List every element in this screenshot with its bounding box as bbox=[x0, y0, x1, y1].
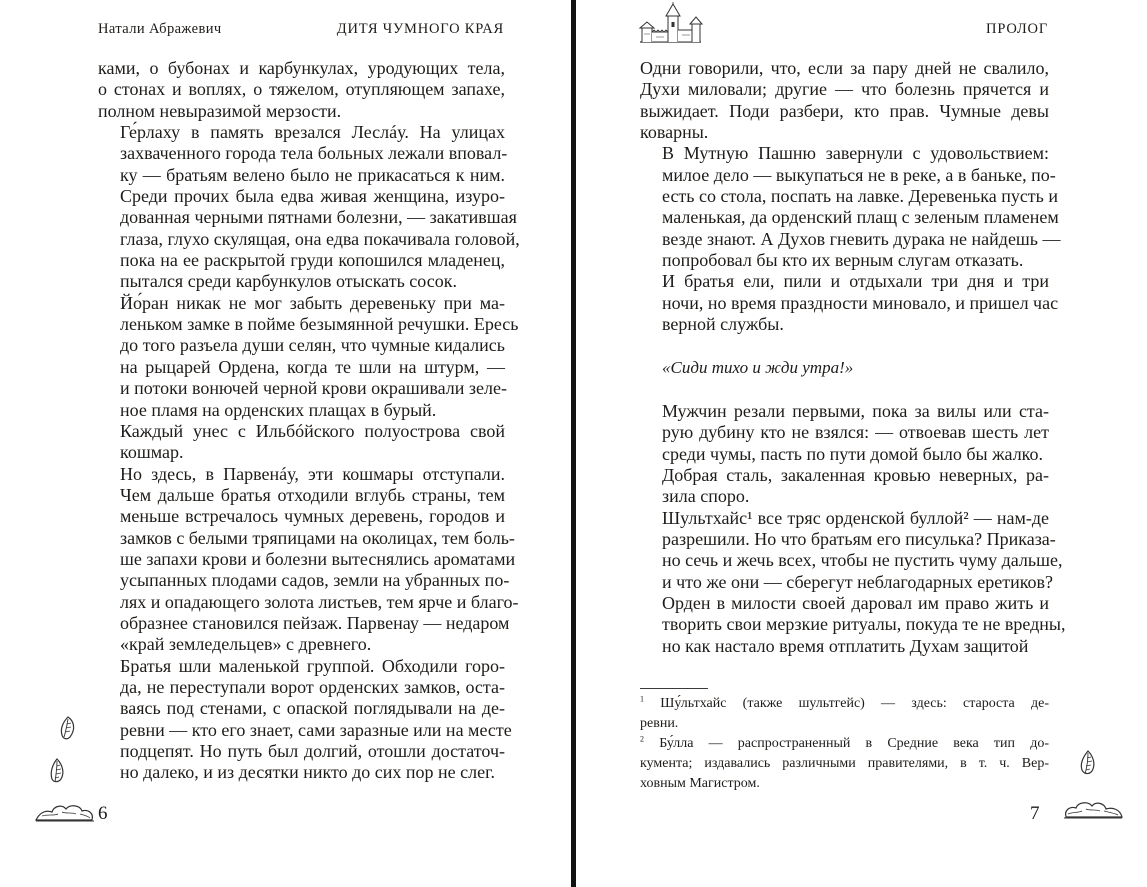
text-line: попробовал бы кто их верным слугам отказать. bbox=[662, 250, 1024, 271]
text-line: Одни говорили, что, если за пару дней не свалило, bbox=[640, 58, 1049, 78]
footnote-mark: 1 bbox=[640, 694, 644, 704]
left-page-body bbox=[98, 58, 520, 784]
text-line: и потоки вонючей черной крови окрашивали зеле- bbox=[120, 378, 507, 399]
text-line: подцепят. Но путь был долгий, отошли достаточ- bbox=[120, 741, 505, 761]
text-line: Духи миловали; другие — что болезнь прячется и bbox=[640, 79, 1049, 100]
text-line: Ге́рлаху в память врезался Леслáу. На улицах bbox=[120, 122, 505, 143]
leaf-icon bbox=[58, 715, 78, 741]
text-line: рую дубину кто не взялся: — отвоевав шесть лет bbox=[662, 422, 1049, 443]
paragraph bbox=[98, 655, 512, 784]
text-line: полном невыразимой мерзости. bbox=[98, 100, 342, 121]
text-line: «край земледельцев» с древнего. bbox=[120, 634, 372, 655]
text-line: ку — братьям велено было не прикасаться к ним. bbox=[120, 164, 505, 185]
text-line: Орден в милости своей даровал им право жить и bbox=[662, 592, 1049, 613]
text-line: творить свои мерзкие ритуалы, покуда те не вредны, bbox=[662, 614, 1066, 635]
running-header-author: Натали Абражевич bbox=[98, 21, 222, 37]
text-line: усыпанных плодами садов, земли на убранных по- bbox=[120, 570, 510, 591]
text-line: леньком замке в пойме безымянной речушки. Ересь bbox=[120, 314, 519, 335]
text-line: Но здесь, в Парвенáу, эти кошмары отступали. bbox=[120, 463, 505, 484]
text-line: но как настало время отплатить Духам защитой bbox=[662, 635, 1029, 656]
text-line: замков с белыми тряпицами на околицах, тем боль- bbox=[120, 527, 515, 548]
text-line: разрешили. Но что братьям его писулька? Приказа- bbox=[662, 528, 1056, 549]
foliage-corner-icon bbox=[1062, 797, 1124, 821]
text-line: и что же они — сберегут неблагодарных еретиков? bbox=[662, 571, 1054, 592]
text-line: Каждый унес с Ильбóйского полуострова свой bbox=[120, 420, 505, 441]
text-line: дованная черными пятнами болезни, — закатившая bbox=[120, 207, 517, 228]
footnote-line: $^1$ Шу́льтхайс (также шультгейс) — здесь: староста де- bbox=[640, 694, 1049, 711]
text-line: пытался среди карбункулов отыскать сосок. bbox=[120, 271, 457, 292]
text-line: захваченного города тела больных лежали вповал- bbox=[120, 143, 508, 164]
paragraph bbox=[98, 122, 520, 293]
paragraph bbox=[98, 463, 519, 656]
text-line: ками, о бубонах и карбункулах, уродующих тела, bbox=[98, 58, 505, 78]
paragraph bbox=[98, 58, 505, 122]
text-line: лях и опадающего золота листьев, тем ярче и благо- bbox=[120, 591, 519, 612]
epigraph-text: «Сиди тихо и жди утра!» bbox=[662, 358, 854, 378]
paragraph bbox=[640, 143, 1061, 271]
text-line: меньше встречалось чумных деревень, городов и bbox=[120, 506, 505, 527]
text-line: выжидает. Поди разбери, кто прав. Чумные девы bbox=[640, 100, 1049, 121]
leaf-icon bbox=[48, 758, 68, 784]
text-line: Среди прочих была едва живая женщина, изуро- bbox=[120, 186, 505, 207]
footnote-line: ревни. bbox=[640, 716, 679, 731]
text-line: коварны. bbox=[640, 122, 709, 143]
text-line: но сечь и жечь всех, чтобы не пустить чуму дальше, bbox=[662, 550, 1063, 571]
text-line: но далеко, и из десятки никто до сих пор не слег. bbox=[120, 762, 495, 783]
castle-icon bbox=[638, 2, 703, 44]
left-page bbox=[0, 0, 571, 887]
epigraph bbox=[640, 357, 1049, 378]
text-line: образнее становился пейзаж. Парвенау — недаром bbox=[120, 612, 510, 633]
paragraph bbox=[640, 401, 1049, 465]
text-line: милое дело — выкупаться не в реке, а в баньке, по- bbox=[662, 164, 1056, 185]
paragraph bbox=[98, 292, 519, 421]
paragraph bbox=[98, 421, 505, 464]
text-line: среди чумы, пасть по пути домой было бы жалко. bbox=[662, 443, 1044, 464]
page-number: 7 bbox=[1030, 803, 1040, 824]
paragraph bbox=[640, 58, 1049, 143]
paragraph bbox=[640, 507, 1066, 657]
footnote-2 bbox=[640, 734, 1049, 794]
running-header-section: ПРОЛОГ bbox=[986, 21, 1048, 37]
running-header-title: ДИТЯ ЧУМНОГО КРАЯ bbox=[336, 21, 504, 37]
text-line: Йо́ран никак не мог забыть деревеньку при ма- bbox=[120, 292, 505, 313]
text-line: зила споро. bbox=[662, 486, 750, 507]
text-line: Шультхайс¹ все тряс орденской буллой² — нам-де bbox=[662, 507, 1049, 528]
text-line: кошмар. bbox=[120, 442, 184, 463]
text-line: И братья ели, пили и отдыхали три дня и три bbox=[662, 271, 1049, 292]
footnote-divider bbox=[640, 688, 708, 689]
text-line: Мужчин резали первыми, пока за вилы или ста- bbox=[662, 400, 1049, 421]
text-line: глаза, глухо скулящая, она едва покачивала головой, bbox=[120, 228, 520, 249]
footnote-1 bbox=[640, 694, 1049, 734]
text-line: на рыцарей Ордена, когда те шли на штурм, — bbox=[120, 356, 505, 377]
text-line: до того разъела души селян, что чумные кидались bbox=[120, 335, 505, 356]
footnote-line: кумента; издавались различными правителями, в т. ч. Вер- bbox=[640, 756, 1049, 771]
footnote-line: ховным Магистром. bbox=[640, 776, 760, 791]
text-line: Добрая сталь, закаленная кровью неверных, ра- bbox=[662, 464, 1049, 485]
text-line: ваясь под стенами, с опаской поглядывали на де- bbox=[120, 698, 505, 719]
text-line: ше запахи крови и болезни вытеснялись ароматами bbox=[120, 548, 516, 569]
text-line: есть со стола, поспать на лавке. Деревенька пусть и bbox=[662, 186, 1059, 207]
text-line: Братья шли маленькой группой. Обходили горо- bbox=[120, 655, 505, 676]
right-page bbox=[576, 0, 1147, 887]
text-line: маленькая, да орденский плащ с зеленым пламенем bbox=[662, 207, 1059, 228]
right-page-body bbox=[640, 58, 1066, 657]
text-line: Чем дальше братья отходили вглубь страны, тем bbox=[120, 484, 505, 505]
text-line: верной службы. bbox=[662, 314, 784, 335]
text-line: о стонах и воплях, о тяжелом, отупляющем запахе, bbox=[98, 79, 505, 100]
foliage-corner-icon bbox=[34, 800, 96, 824]
footnote-line: $^2$ Бу́лла — распространенный в Средние века тип до- bbox=[640, 734, 1049, 751]
text-line: пока на ее раскрытой груди копошился младенец, bbox=[120, 250, 505, 271]
paragraph bbox=[640, 465, 1049, 508]
footnote-mark: 2 bbox=[640, 734, 644, 744]
text-line: ное пламя на орденских плащах в бурый. bbox=[120, 399, 437, 420]
text-line: В Мутную Пашню завернули с удовольствием: bbox=[662, 143, 1049, 164]
leaf-icon bbox=[1078, 750, 1098, 776]
text-line: ревни — кто его знает, сами заразные или на месте bbox=[120, 719, 512, 740]
text-line: да, не переступали ворот орденских замков, оста- bbox=[120, 676, 505, 697]
paragraph bbox=[640, 271, 1059, 335]
text-line: везде знают. А Духов гневить дурака не найдешь — bbox=[662, 228, 1061, 249]
page-number: 6 bbox=[98, 803, 108, 824]
text-line: ночи, но время праздности миновало, и пришел час bbox=[662, 292, 1059, 313]
